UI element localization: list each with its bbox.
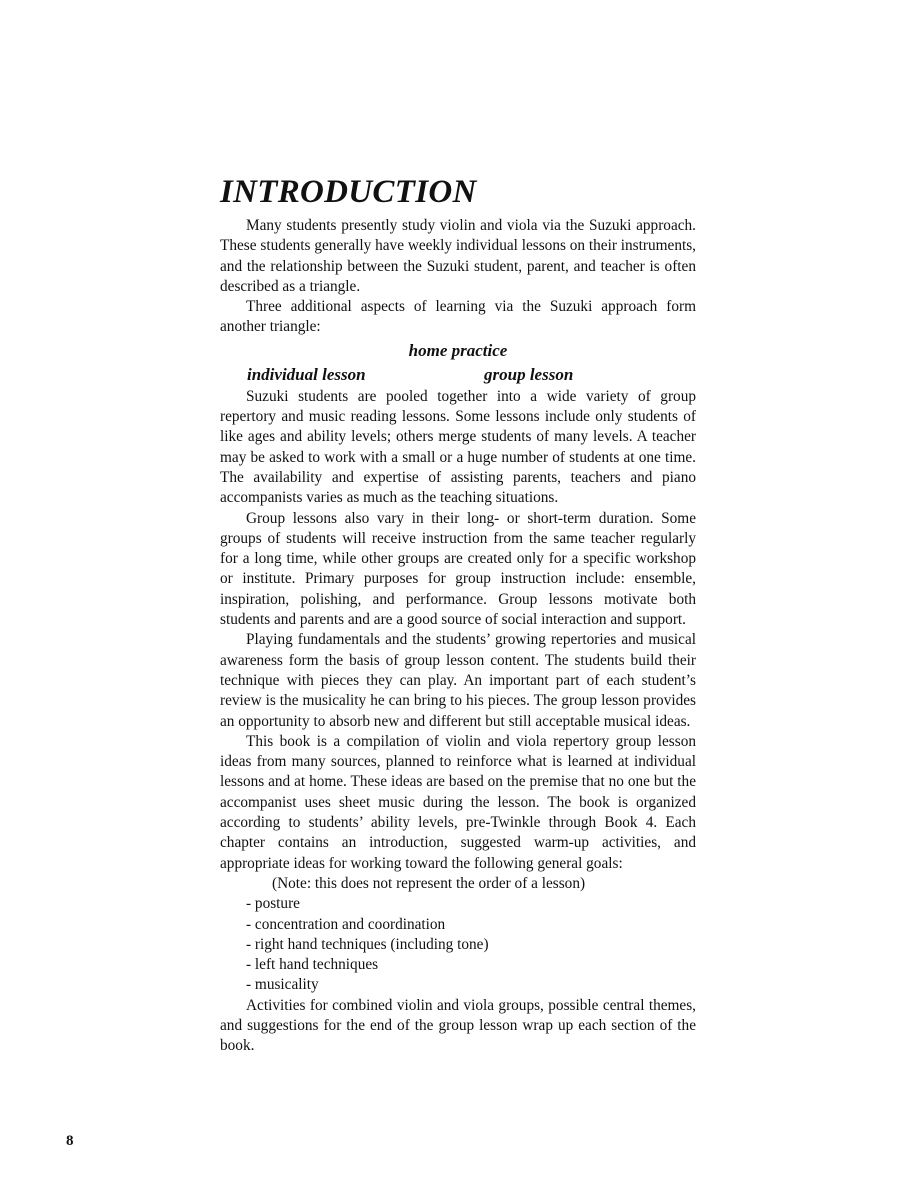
body-paragraph: Playing fundamentals and the students’ growing repertories and musical awareness form the basis of group lesson content. The students build their technique with pieces they can play. An important part of each student’s review is the musicality he can bring to his pieces. The group lesson provides an opportunity to absorb new and different but still acceptable musical ideas. bbox=[220, 631, 696, 730]
triangle-left-label: individual lesson bbox=[247, 364, 366, 384]
goal-item: - musicality bbox=[246, 976, 319, 994]
triangle-right-label: group lesson bbox=[484, 364, 574, 384]
note-text: (Note: this does not represent the order of a lesson) bbox=[272, 874, 586, 892]
goal-item: - left hand techniques bbox=[246, 956, 379, 974]
closing-paragraph: Activities for combined violin and viola groups, possible central themes, and suggestions for the end of the group lesson wrap up each section of the book. bbox=[220, 996, 696, 1055]
intro-paragraph: Many students presently study violin and viola via the Suzuki approach. These students generally have weekly individual lessons on their instruments, and the relationship between the Suzuki student, parent, and teacher is often described as a triangle. bbox=[220, 217, 696, 295]
page-content bbox=[220, 172, 696, 1057]
goal-item: - concentration and coordination bbox=[246, 915, 446, 933]
body-paragraph: Group lessons also vary in their long- or short-term duration. Some groups of students will receive instruction from the same teacher regularly for a long time, while other groups are created only for a specific workshop or institute. Primary purposes for group instruction include: ensemble, inspiration, polishing, and performance. Group lessons motivate both students and parents and are a good source of social interaction and support. bbox=[220, 509, 696, 629]
goal-item: - right hand techniques (including tone) bbox=[246, 935, 489, 953]
page-number: 8 bbox=[66, 1133, 74, 1149]
body-paragraph: Suzuki students are pooled together into a wide variety of group repertory and music reading lessons. Some lessons include only students of like ages and ability levels; others merge students of many levels. A teacher may be asked to work with a small or a huge number of students at one time. The availability and expertise of assisting parents, teachers and piano accompanists varies as much as the teaching situations. bbox=[220, 387, 696, 507]
goal-item: - posture bbox=[246, 895, 300, 913]
triangle-top-label: home practice bbox=[408, 340, 508, 360]
intro-paragraph: Three additional aspects of learning via the Suzuki approach form another triangle: bbox=[220, 298, 696, 336]
goals-list bbox=[220, 894, 696, 995]
page-title: INTRODUCTION bbox=[220, 174, 477, 210]
body-paragraph: This book is a compilation of violin and viola repertory group lesson ideas from many sources, planned to reinforce what is learned at individual lessons and at home. These ideas are based on the premise that no one but the accompanist uses sheet music during the lesson. The book is organized according to students’ ability levels, pre-Twinkle through Book 4. Each chapter contains an introduction, suggested warm-up activities, and appropriate ideas for working toward the following general goals: bbox=[220, 732, 696, 872]
triangle-bottom-row bbox=[220, 363, 696, 387]
